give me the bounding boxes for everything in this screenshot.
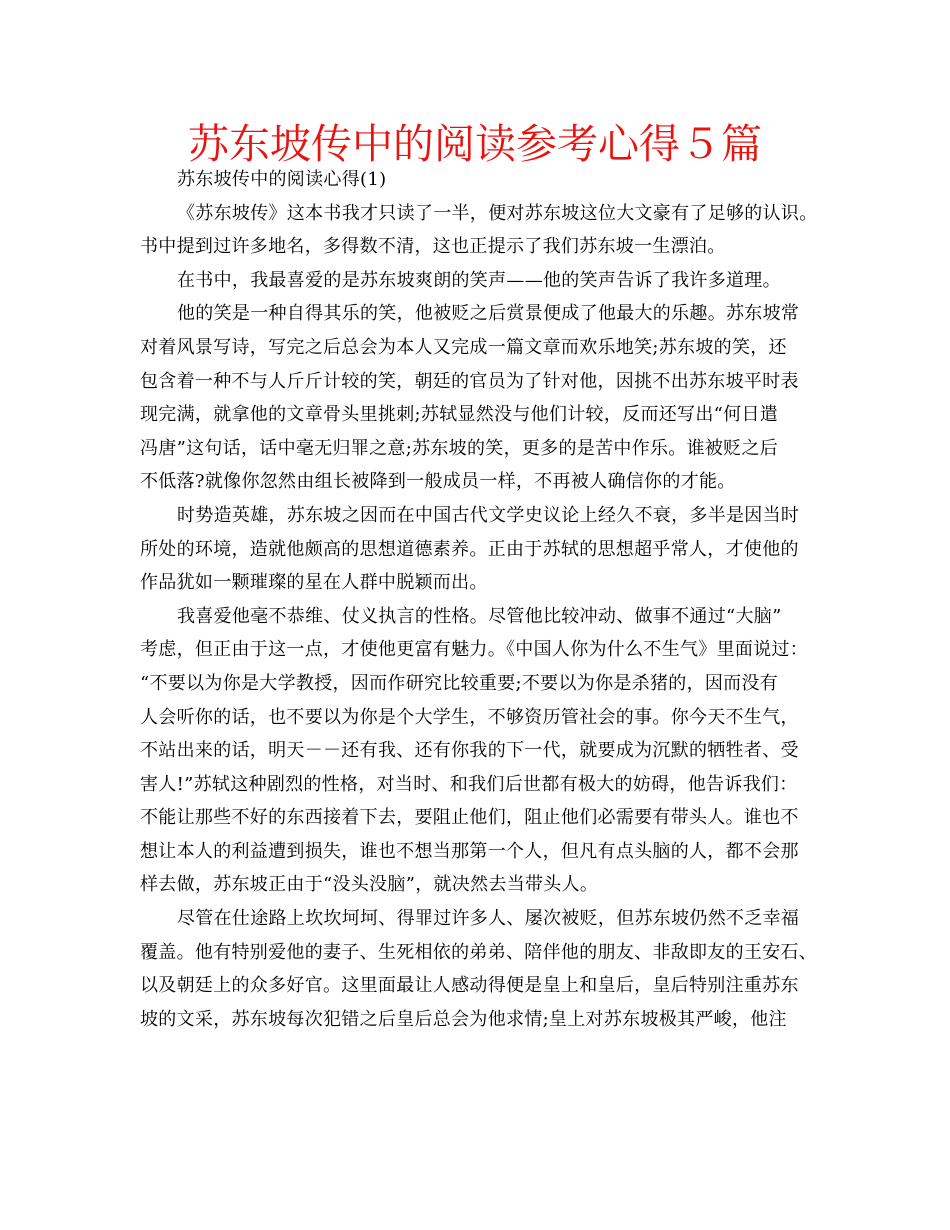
text-line: 坡的文采，苏东坡每次犯错之后皇后总会为他求情;皇上对苏东坡极其严峻，他注 [140,1008,787,1030]
document-title: 苏东坡传中的阅读参考心得５篇 [188,120,762,168]
document-body [140,163,816,1036]
text-line: 尽管在仕途路上坎坎坷坷、得罪过许多人、屡次被贬，但苏东坡仍然不乏幸福 [177,908,800,930]
text-line: 时势造英雄，苏东坡之因而在中国古代文学史议论上经久不衰，多半是因当时 [177,504,800,526]
text-line: 覆盖。他有特别爱他的妻子、生死相依的弟弟、陪伴他的朋友、非敌即友的王安石、 [140,941,818,963]
text-line: 冯唐”这句话，话中毫无归罪之意;苏东坡的笑，更多的是苦中作乐。谁被贬之后 [140,437,779,459]
text-line: 考虑，但正由于这一点，才使他更富有魅力。《中国人你为什么不生气》里面说过： [140,639,809,661]
text-line: 他的笑是一种自得其乐的笑，他被贬之后赏景便成了他最大的乐趣。苏东坡常 [177,303,800,325]
text-line: 作品犹如一颗璀璨的星在人群中脱颖而出。 [140,572,488,594]
text-line: 想让本人的利益遭到损失，谁也不想当那第一个人，但凡有点头脑的人，都不会那 [140,840,799,862]
text-line: 对着风景写诗，写完之后总会为本人又完成一篇文章而欢乐地笑;苏东坡的笑，还 [140,336,787,358]
text-line: 我喜爱他毫不恭维、仗义执言的性格。尽管他比较冲动、做事不通过“大脑” [177,605,782,627]
text-line: 《苏东坡传》这本书我才只读了一半，便对苏东坡这位大文豪有了足够的认识。 [177,202,818,224]
text-line: 以及朝廷上的众多好官。这里面最让人感动得便是皇上和皇后，皇后特别注重苏东 [140,975,799,997]
text-line: 不低落?就像你忽然由组长被降到一般成员一样，不再被人确信你的才能。 [140,471,736,493]
text-line: 苏东坡传中的阅读心得(1) [177,169,387,190]
text-line: 人会听你的话，也不要以为你是个大学生，不够资历管社会的事。你今天不生气， [140,706,799,728]
text-line: 在书中，我最喜爱的是苏东坡爽朗的笑声——他的笑声告诉了我许多道理。 [177,269,781,291]
text-line: 现完满，就拿他的文章骨头里挑刺;苏轼显然没与他们计较，反而还写出“何日遣 [140,404,779,426]
text-line: “不要以为你是大学教授，因而作研究比较重要;不要以为你是杀猪的，因而没有 [140,672,779,694]
text-line: 不站出来的话，明天－－还有我、还有你我的下一代，就要成为沉默的牺牲者、受 [140,740,799,762]
text-line: 书中提到过许多地名，多得数不清，这也正提示了我们苏东坡一生漂泊。 [140,236,726,258]
text-line: 所处的环境，造就他颇高的思想道德素养。正由于苏轼的思想超乎常人，才使他的 [140,538,799,560]
text-line: 包含着一种不与人斤斤计较的笑，朝廷的官员为了针对他，因挑不出苏东坡平时表 [140,370,799,392]
text-line: 样去做，苏东坡正由于“没头没脑”，就决然去当带头人。 [140,874,599,896]
text-line: 不能让那些不好的东西接着下去，要阻止他们，阻止他们必需要有带头人。谁也不 [140,807,799,829]
text-line: 害人!”苏轼这种剧烈的性格，对当时、和我们后世都有极大的妨碍，他告诉我们： [140,773,798,795]
